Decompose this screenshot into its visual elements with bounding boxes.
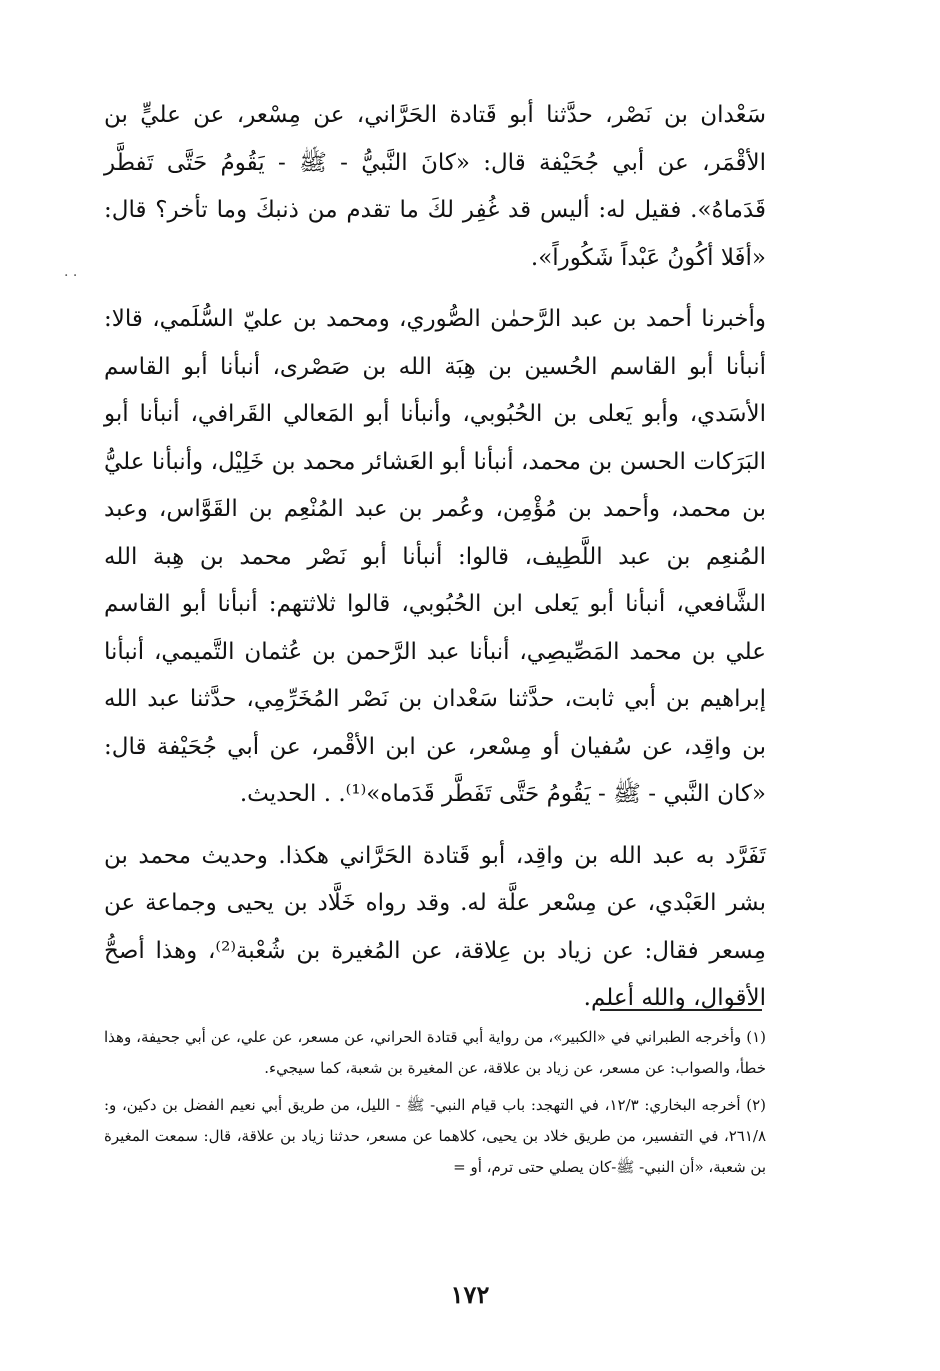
footnote-1: (١) وأخرجه الطبراني في «الكبير»، من رواية أبي قتادة الحراني، عن مسعر، عن علي، عن أبي جحيفة، وهذا خطأ، والصواب: عن مسعر، عن زياد بن علاقة، عن المغيرة بن شعبة، كما سيجيء. bbox=[104, 1028, 766, 1077]
main-text bbox=[104, 92, 766, 1023]
footnote-2: (٢) أخرجه البخاري: ١٢/٣، في التهجد: باب قيام النبي- ﷺ - الليل، من طريق أبي نعيم الفضل بن دكين، و: ٢٦١/٨، في التفسير، من طريق خلاد بن يحيى، كلاهما عن مسعر، حدثنا زياد بن علاقة، قال: سمعت المغيرة بن شعبة، «أن النبي- ﷺ-كان يصلي حتى ترم، أو = bbox=[104, 1096, 766, 1176]
page-number: ١٧٢ bbox=[450, 1280, 490, 1309]
paragraph-1: سَعْدان بن نَصْر، حدَّثنا أبو قَتادة الحَرَّاني، عن مِسْعر، عن عليٍّ بن الأقْمَر، عن أبي جُحَيْفة قال: «كانَ النَّبيُّ - ﷺ - يَقُومُ حَتَّى تَفطَّر قَدَماهُ». فقيل له: أليس قد غُفِر لكَ ما تقدم من ذنبكَ وما تأخر؟ قال: «أفَلا أكُونُ عَبْداً شَكُوراً». bbox=[104, 102, 766, 271]
footnote-separator bbox=[600, 1009, 762, 1011]
footnotes bbox=[104, 1022, 766, 1183]
paragraph-2: وأخبرنا أحمد بن عبد الرَّحمٰن الصُّوري، ومحمد بن عليّ السُّلَمي، قالا: أنبأنا أبو القاسم الحُسين بن هِبَة الله بن صَصْرى، أنبأنا أبو القاسم الأسَدي، وأبو يَعلى بن الحُبُوبي، وأنبأنا أبو المَعالي القَرافي، أنبأنا أبو البَرَكات الحسن بن محمد، أنبأنا أبو العَشائر محمد بن خَلِيْل، وأنبأنا عليُّ بن محمد، وأحمد بن مُؤْمِن، وعُمر بن عبد المُنْعِم بن القَوَّاس، وعبد المُنعِم بن عبد اللَّطِيف، قالوا: أنبأنا أبو نَصْر محمد بن هِبة الله الشَّافعي، أنبأنا أبو يَعلى ابن الحُبُوبي، قالوا ثلاثتهم: أنبأنا أبو القاسم علي بن محمد المَصِّيصِي، أنبأنا عبد الرَّحمن بن عُثمان التَّميمي، أنبأنا إبراهيم بن أبي ثابت، حدَّثنا سَعْدان بن نَصْر المُخَرِّمِي، حدَّثنا عبد الله بن واقِد، عن سُفيان أو مِسْعر، عن ابن الأقْمر، عن أبي جُحَيْفة قال: «كان النَّبي - ﷺ - يَقُومُ حَتَّى تَفَطَّر قَدَماه»⁽¹⁾. . الحديث. bbox=[104, 306, 766, 807]
margin-dots: · · bbox=[64, 268, 78, 284]
paragraph-3: تَفَرَّد به عبد الله بن واقِد، أبو قَتادة الحَرَّاني هكذا. وحديث محمد بن بشر العَبْدي، عن مِسْعر علَّة له. وقد رواه خَلَّاد بن يحيى وجماعة عن مِسعر فقال: عن زياد بن عِلاقة، عن المُغيرة بن شُعْبة⁽²⁾، وهذا أصحُّ الأقوال، والله أعلم. bbox=[104, 842, 766, 1011]
